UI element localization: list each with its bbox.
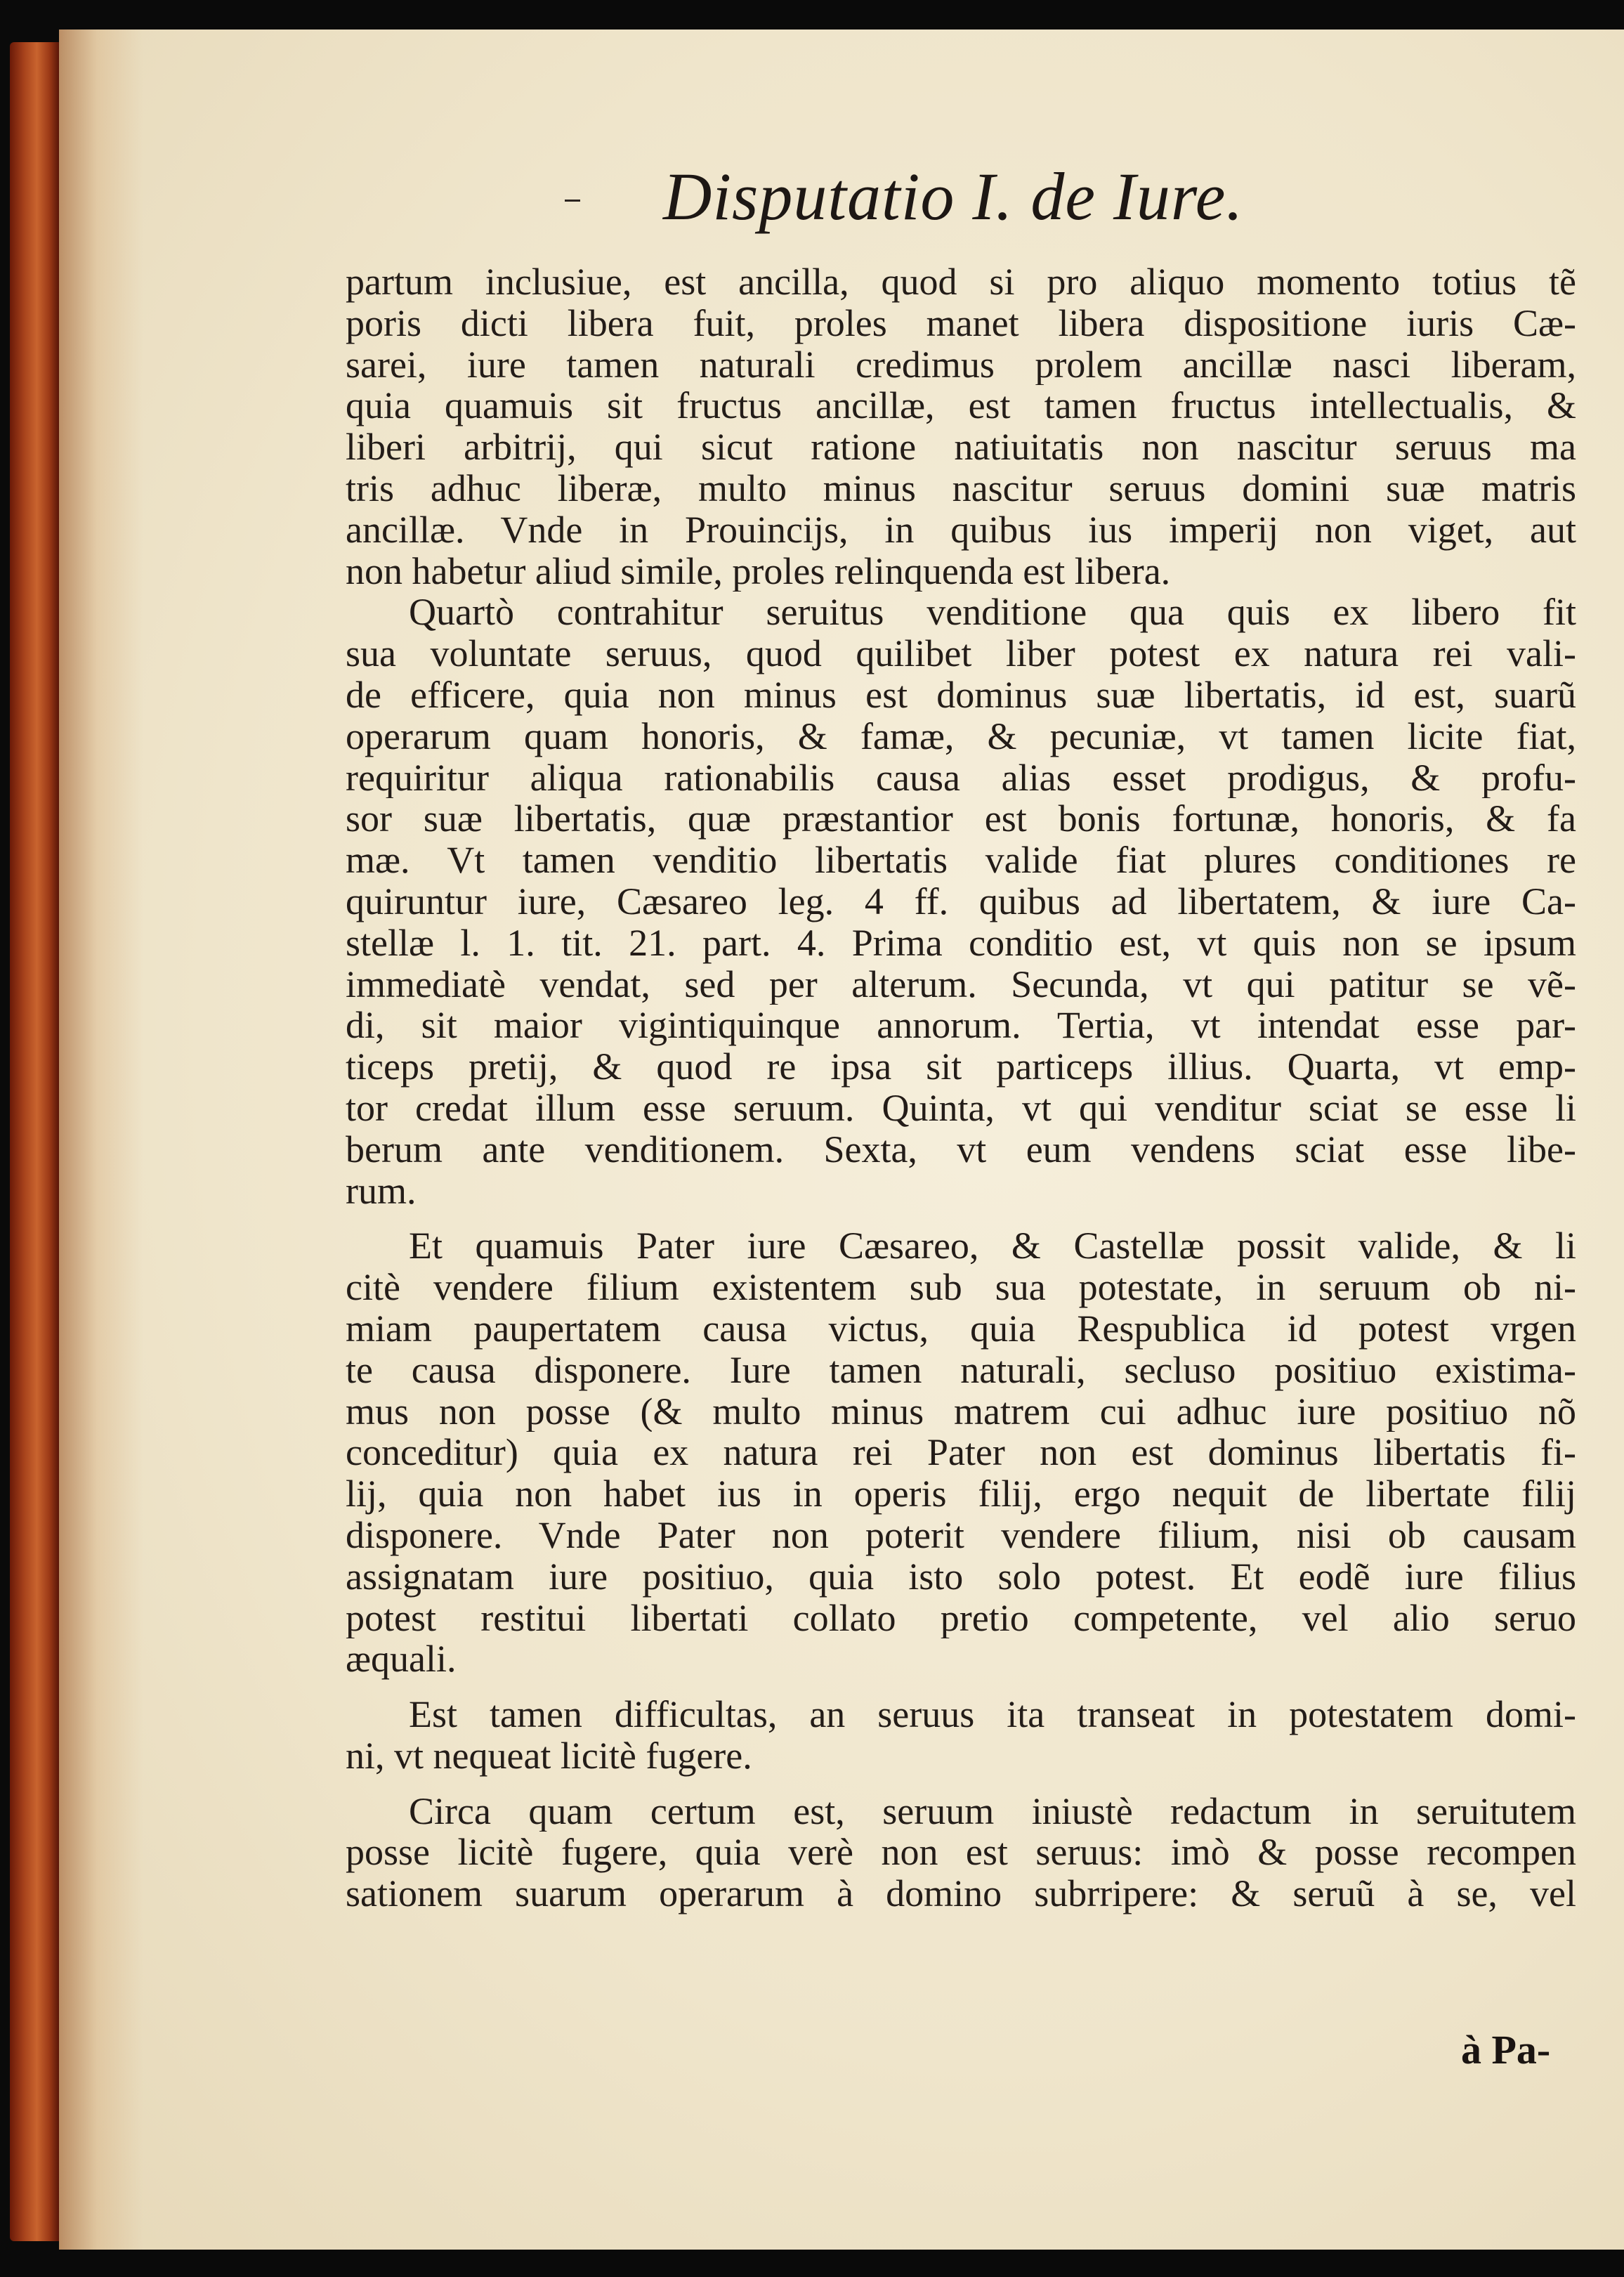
text-line: sarei, iure tamen naturali credimus prolem ancillæ nasci liberam,	[346, 344, 1576, 386]
text-line: di, sit maior vigintiquinque annorum. Tertia, vt intendat esse par-	[346, 1005, 1576, 1047]
text-line: ancillæ. Vnde in Prouincijs, in quibus ius imperij non viget, aut	[346, 509, 1576, 551]
text-line: requiritur aliqua rationabilis causa alias esset prodigus, & profu-	[346, 757, 1576, 799]
text-line: quia quamuis sit fructus ancillæ, est tamen fructus intellectualis, &	[346, 385, 1576, 427]
text-line: tor credat illum esse seruum. Quinta, vt qui venditur sciat se esse li	[346, 1087, 1576, 1129]
text-line: Et quamuis Pater iure Cæsareo, & Castellæ possit valide, & li	[409, 1225, 1576, 1267]
text-line: lij, quia non habet ius in operis filij, ergo nequit de libertate filij	[346, 1473, 1576, 1515]
text-line: æquali.	[346, 1638, 457, 1681]
text-line: sationem suarum operarum à domino subrripere: & seruũ à se, vel	[346, 1873, 1576, 1915]
body-text	[346, 261, 1576, 1914]
text-line: de efficere, quia non minus est dominus suæ libertatis, id est, suarũ	[346, 674, 1576, 716]
text-line: conceditur) quia ex natura rei Pater non est dominus libertatis fi-	[346, 1432, 1576, 1474]
text-line: berum ante venditionem. Sexta, vt eum vendens sciat esse libe-	[346, 1128, 1576, 1170]
page-gutter-shadow	[59, 30, 143, 2250]
text-line: partum inclusiue, est ancilla, quod si pro aliquo momento totius tẽ	[346, 261, 1576, 303]
text-line: posse licitè fugere, quia verè non est seruus: imò & posse recompen	[346, 1832, 1576, 1874]
running-title: Disputatio I. de Iure.	[663, 159, 1244, 234]
paragraph-gap	[346, 1777, 1576, 1791]
text-line: tris adhuc liberæ, multo minus nascitur seruus domini suæ matris	[346, 467, 1576, 509]
catchword: à Pa-	[1461, 2027, 1551, 2073]
paragraph-gap	[346, 1680, 1576, 1694]
text-line: immediatè vendat, sed per alterum. Secunda, vt qui patitur se vẽ-	[346, 963, 1576, 1005]
page-header	[59, 149, 1624, 233]
text-line: rum.	[346, 1170, 417, 1212]
text-line: quiruntur iure, Cæsareo leg. 4 ff. quibus ad libertatem, & iure Ca-	[346, 880, 1576, 922]
text-line: miam paupertatem causa victus, quia Respublica id potest vrgen	[346, 1307, 1576, 1350]
text-line: te causa disponere. Iure tamen naturali, secluso positiuo existima-	[346, 1349, 1576, 1391]
text-line: Quartò contrahitur seruitus venditione qua quis ex libero fit	[409, 592, 1576, 634]
text-line: citè vendere filium existentem sub sua potestate, in seruum ob ni-	[346, 1267, 1576, 1308]
text-line: disponere. Vnde Pater non poterit vendere filium, nisi ob causam	[346, 1514, 1576, 1556]
text-line: stellæ l. 1. tit. 21. part. 4. Prima conditio est, vt quis non se ipsum	[346, 922, 1576, 964]
text-line: ni, vt nequeat licitè fugere.	[346, 1735, 752, 1777]
text-line: ticeps pretij, & quod re ipsa sit particeps illius. Quarta, vt emp-	[346, 1046, 1576, 1088]
text-line: Circa quam certum est, seruum iniustè redactum in seruitutem	[409, 1790, 1576, 1832]
text-line: Est tamen difficultas, an seruus ita transeat in potestatem domi-	[409, 1694, 1576, 1735]
text-line: sua voluntate seruus, quod quilibet liber potest ex natura rei vali-	[346, 633, 1576, 674]
text-line: poris dicti libera fuit, proles manet libera dispositione iuris Cæ-	[346, 302, 1576, 344]
text-line: non habetur aliud simile, proles relinquenda est libera.	[346, 550, 1171, 592]
text-line: mus non posse (& multo minus matrem cui adhuc iure positiuo nõ	[346, 1390, 1576, 1433]
text-line: liberi arbitrij, qui sicut ratione natiuitatis non nascitur seruus ma	[346, 426, 1576, 468]
text-line: assignatam iure positiuo, quia isto solo potest. Et eodẽ iure filius	[346, 1555, 1576, 1598]
header-dash	[565, 200, 580, 202]
page-block-edge	[10, 42, 59, 2241]
text-line: operarum quam honoris, & famæ, & pecuniæ, vt tamen licite fiat,	[346, 715, 1576, 757]
text-line: mæ. Vt tamen venditio libertatis valide fiat plures conditiones re	[346, 840, 1576, 881]
paragraph-gap	[346, 1211, 1576, 1225]
text-line: sor suæ libertatis, quæ præstantior est bonis fortunæ, honoris, & fa	[346, 798, 1576, 840]
text-line: potest restitui libertati collato pretio competente, vel alio seruo	[346, 1597, 1576, 1639]
page-sheet	[59, 30, 1624, 2250]
